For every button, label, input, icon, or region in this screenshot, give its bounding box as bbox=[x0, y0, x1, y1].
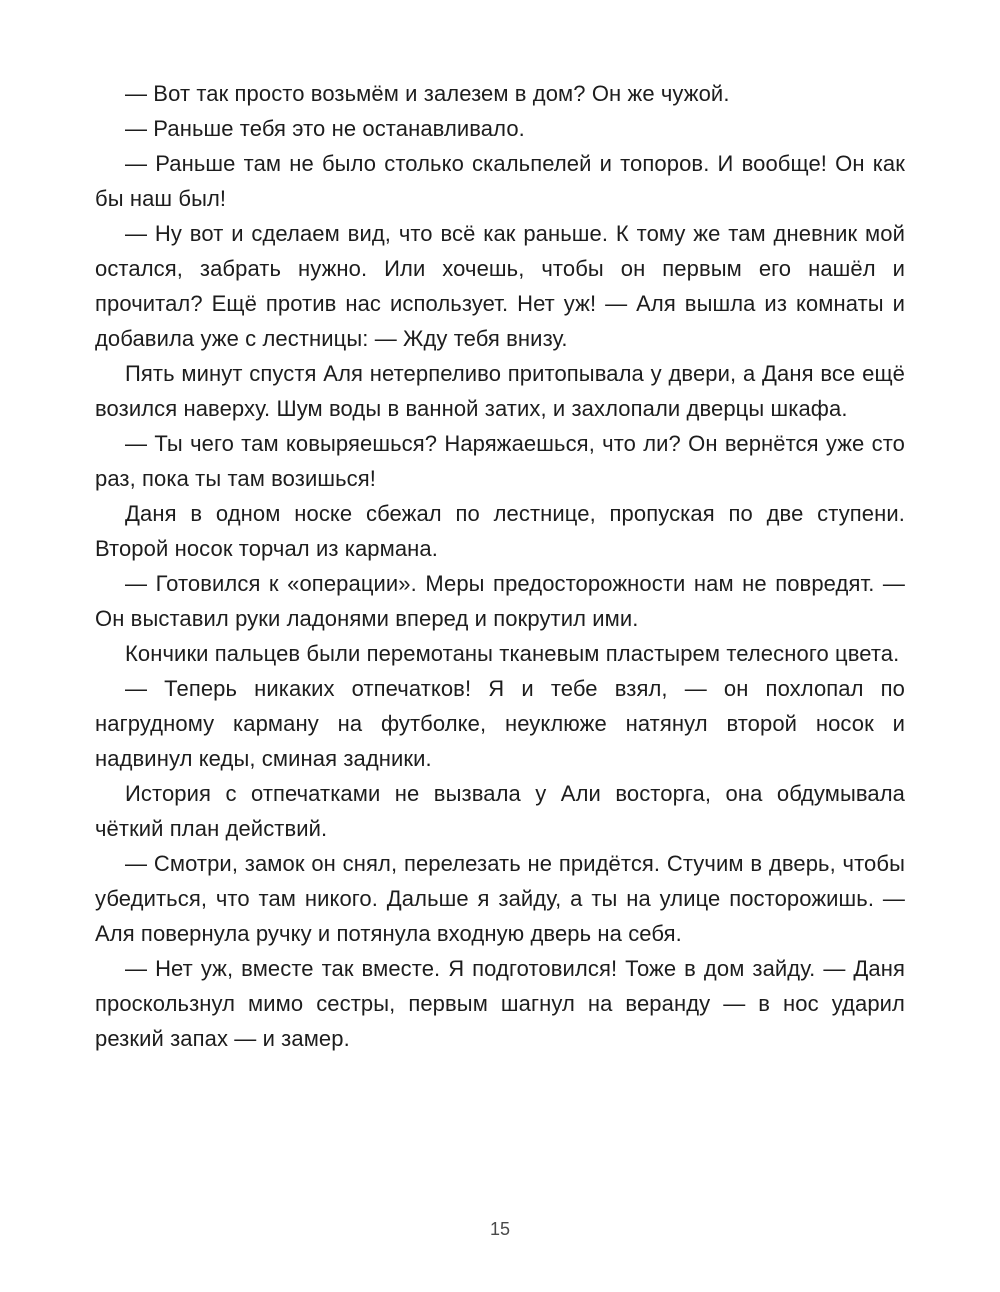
text-column bbox=[95, 76, 905, 1056]
paragraph: История с отпечатками не вызвала у Али восторга, она обдумывала чёткий план действий. bbox=[95, 781, 905, 841]
page-number: 15 bbox=[489, 1219, 511, 1239]
paragraph: Пять минут спустя Аля нетерпеливо притопывала у двери, а Даня все ещё возился наверху. Шум воды в ванной затих, и захлопали дверцы шкафа. bbox=[95, 361, 905, 421]
paragraph: Даня в одном носке сбежал по лестнице, пропуская по две ступени. Второй носок торчал из кармана. bbox=[95, 501, 905, 561]
paragraph: — Готовился к «операции». Меры предосторожности нам не повредят. — Он выставил руки ладонями вперед и покрутил ими. bbox=[95, 571, 905, 631]
paragraph: — Ну вот и сделаем вид, что всё как раньше. К тому же там дневник мой остался, забрать нужно. Или хочешь, чтобы он первым его нашёл и прочитал? Ещё против нас использует. Нет уж! — Аля вышла из комнаты и добавила уже с лестницы: — Жду тебя внизу. bbox=[95, 221, 905, 351]
paragraph: — Раньше там не было столько скальпелей и топоров. И вообще! Он как бы наш был! bbox=[95, 151, 905, 211]
paragraph: — Раньше тебя это не останавливало. bbox=[125, 116, 525, 141]
paragraph: — Смотри, замок он снял, перелезать не придётся. Стучим в дверь, чтобы убедиться, что там никого. Дальше я зайду, а ты на улице посторожишь. — Аля повернула ручку и потянула входную дверь на себя. bbox=[95, 851, 905, 946]
paragraph: — Теперь никаких отпечатков! Я и тебе взял, — он похлопал по нагрудному карману на футболке, неуклюже натянул второй носок и надвинул кеды, сминая задники. bbox=[95, 676, 905, 771]
paragraph: Кончики пальцев были перемотаны тканевым пластырем телесного цвета. bbox=[125, 641, 900, 666]
paragraph: — Ты чего там ковыряешься? Наряжаешься, что ли? Он вернётся уже сто раз, пока ты там возишься! bbox=[95, 431, 905, 491]
paragraph: — Нет уж, вместе так вместе. Я подготовился! Тоже в дом зайду. — Даня проскользнул мимо сестры, первым шагнул на веранду — в нос ударил резкий запах — и замер. bbox=[95, 956, 905, 1051]
paragraph: — Вот так просто возьмём и залезем в дом? Он же чужой. bbox=[125, 81, 730, 106]
